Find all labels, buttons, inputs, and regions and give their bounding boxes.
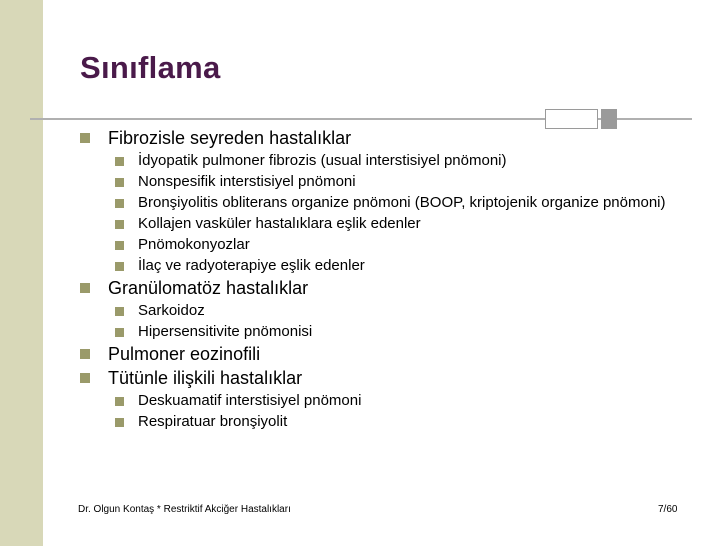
square-bullet-icon: [115, 307, 124, 316]
square-bullet-icon: [115, 178, 124, 187]
sub-bullet-item: [78, 413, 668, 431]
sub-bullet-item: [78, 392, 668, 410]
sub-bullet-text: Respiratuar bronşiyolit: [138, 413, 288, 430]
bullet-item: [78, 127, 668, 149]
slide-title: Sınıflama: [80, 50, 221, 85]
sub-bullet-item: [78, 323, 668, 341]
footer-page-number: 7/60: [658, 504, 678, 515]
bullet-text: Tütünle ilişkili hastalıklar: [108, 368, 303, 388]
square-bullet-icon: [80, 283, 90, 293]
sub-bullet-text: İlaç ve radyoterapiye eşlik edenler: [138, 257, 365, 274]
square-bullet-icon: [115, 241, 124, 250]
sub-bullet-text: İdyopatik pulmoner fibrozis (usual interstisiyel pnömoni): [138, 152, 507, 169]
sub-bullet-item: [78, 236, 668, 254]
square-bullet-icon: [115, 397, 124, 406]
sub-bullet-text: Kollajen vasküler hastalıklara eşlik edenler: [138, 215, 421, 232]
sub-bullet-item: [78, 302, 668, 320]
square-bullet-icon: [115, 220, 124, 229]
square-bullet-icon: [115, 157, 124, 166]
sub-bullet-item: [78, 257, 668, 275]
sub-bullet-text: Nonspesifik interstisiyel pnömoni: [138, 173, 356, 190]
square-bullet-icon: [80, 349, 90, 359]
square-bullet-icon: [115, 328, 124, 337]
left-decorative-band: [0, 0, 43, 546]
square-bullet-icon: [115, 199, 124, 208]
square-bullet-icon: [115, 262, 124, 271]
sub-bullet-item: [78, 152, 668, 170]
bullet-item: [78, 277, 668, 299]
sub-bullet-item: [78, 173, 668, 191]
sub-bullet-text: Hipersensitivite pnömonisi: [138, 323, 313, 340]
bullet-text: Granülomatöz hastalıklar: [108, 278, 309, 298]
bullet-text: Fibrozisle seyreden hastalıklar: [108, 128, 352, 148]
sub-bullet-text: Bronşiyolitis obliterans organize pnömoni (BOOP, kriptojenik organize pnömoni): [138, 194, 666, 211]
sub-bullet-text: Deskuamatif interstisiyel pnömoni: [138, 392, 362, 409]
bullet-list: [78, 125, 668, 431]
sub-bullet-item: [78, 194, 668, 212]
bullet-text: Pulmoner eozinofili: [108, 344, 261, 364]
footer-author: Dr. Olgun Kontaş * Restriktif Akciğer Hastalıkları: [78, 504, 291, 515]
square-bullet-icon: [80, 373, 90, 383]
sub-bullet-item: [78, 215, 668, 233]
sub-bullet-text: Pnömokonyozlar: [138, 236, 250, 253]
bullet-item: [78, 343, 668, 365]
sub-bullet-text: Sarkoidoz: [138, 302, 205, 319]
square-bullet-icon: [115, 418, 124, 427]
square-bullet-icon: [80, 133, 90, 143]
bullet-item: [78, 367, 668, 389]
